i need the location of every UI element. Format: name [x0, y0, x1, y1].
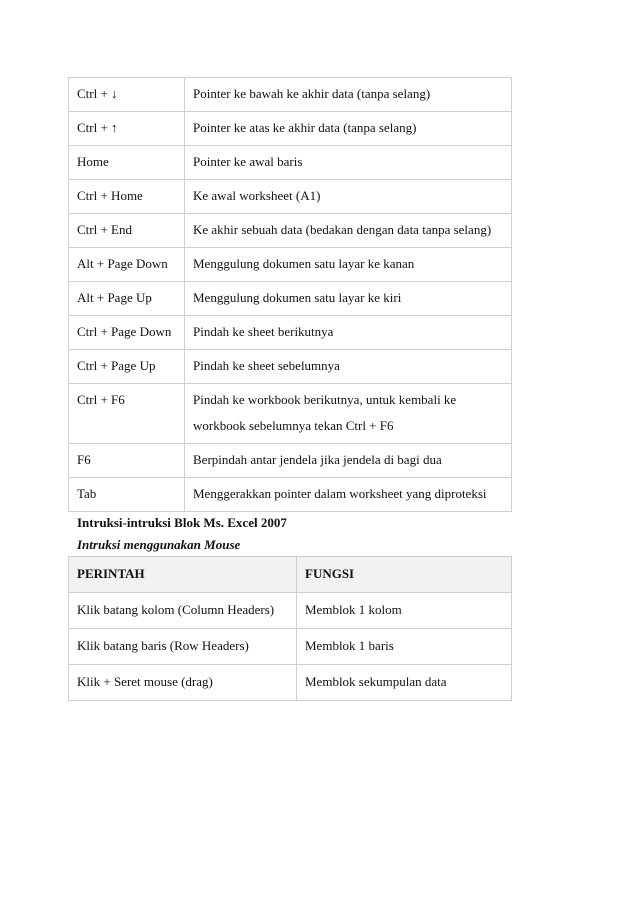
shortcut-description: Menggulung dokumen satu layar ke kanan: [185, 248, 512, 282]
section-title: Intruksi-intruksi Blok Ms. Excel 2007: [77, 515, 287, 530]
shortcut-key: Ctrl + End: [69, 214, 185, 248]
column-header-perintah: PERINTAH: [69, 557, 297, 593]
command-cell: Klik batang kolom (Column Headers): [69, 593, 297, 629]
table-header-row: [69, 557, 512, 593]
shortcut-key: Ctrl + Page Up: [69, 350, 185, 384]
table-row: [69, 180, 512, 214]
command-cell: Klik + Seret mouse (drag): [69, 665, 297, 701]
table-row: [69, 146, 512, 180]
shortcut-key: F6: [69, 444, 185, 478]
shortcut-key: Home: [69, 146, 185, 180]
table-row: [69, 248, 512, 282]
shortcut-table: [68, 77, 512, 512]
table-row: [69, 593, 512, 629]
table-row: [69, 665, 512, 701]
shortcut-description: Menggulung dokumen satu layar ke kiri: [185, 282, 512, 316]
shortcut-key: Ctrl + Page Down: [69, 316, 185, 350]
table-row: [69, 384, 512, 444]
shortcut-description: Pindah ke sheet sebelumnya: [185, 350, 512, 384]
function-cell: Memblok 1 baris: [297, 629, 512, 665]
table-row: [69, 78, 512, 112]
shortcut-description: Pointer ke bawah ke akhir data (tanpa selang): [185, 78, 512, 112]
shortcut-key: Alt + Page Up: [69, 282, 185, 316]
table-row: [69, 444, 512, 478]
function-cell: Memblok sekumpulan data: [297, 665, 512, 701]
shortcut-key: Ctrl + ↑: [69, 112, 185, 146]
subsection-title: Intruksi menggunakan Mouse: [77, 537, 241, 552]
mouse-instruction-table: [68, 556, 512, 701]
shortcut-description: Pindah ke sheet berikutnya: [185, 316, 512, 350]
shortcut-key: Alt + Page Down: [69, 248, 185, 282]
shortcut-description: Pindah ke workbook berikutnya, untuk kembali ke workbook sebelumnya tekan Ctrl + F6: [185, 384, 512, 444]
table-row: [69, 478, 512, 512]
shortcut-key: Tab: [69, 478, 185, 512]
table-row: [69, 629, 512, 665]
table-row: [69, 112, 512, 146]
shortcut-key: Ctrl + F6: [69, 384, 185, 444]
shortcut-description: Ke akhir sebuah data (bedakan dengan data tanpa selang): [185, 214, 512, 248]
shortcut-description: Pointer ke atas ke akhir data (tanpa selang): [185, 112, 512, 146]
table-row: [69, 350, 512, 384]
shortcut-description: Pointer ke awal baris: [185, 146, 512, 180]
shortcut-description: Berpindah antar jendela jika jendela di bagi dua: [185, 444, 512, 478]
document-page: [68, 77, 511, 701]
function-cell: Memblok 1 kolom: [297, 593, 512, 629]
table-row: [69, 282, 512, 316]
column-header-fungsi: FUNGSI: [297, 557, 512, 593]
table-row: [69, 214, 512, 248]
command-cell: Klik batang baris (Row Headers): [69, 629, 297, 665]
shortcut-key: Ctrl + Home: [69, 180, 185, 214]
shortcut-description: Menggerakkan pointer dalam worksheet yang diproteksi: [185, 478, 512, 512]
table-row: [69, 316, 512, 350]
shortcut-description: Ke awal worksheet (A1): [185, 180, 512, 214]
shortcut-key: Ctrl + ↓: [69, 78, 185, 112]
